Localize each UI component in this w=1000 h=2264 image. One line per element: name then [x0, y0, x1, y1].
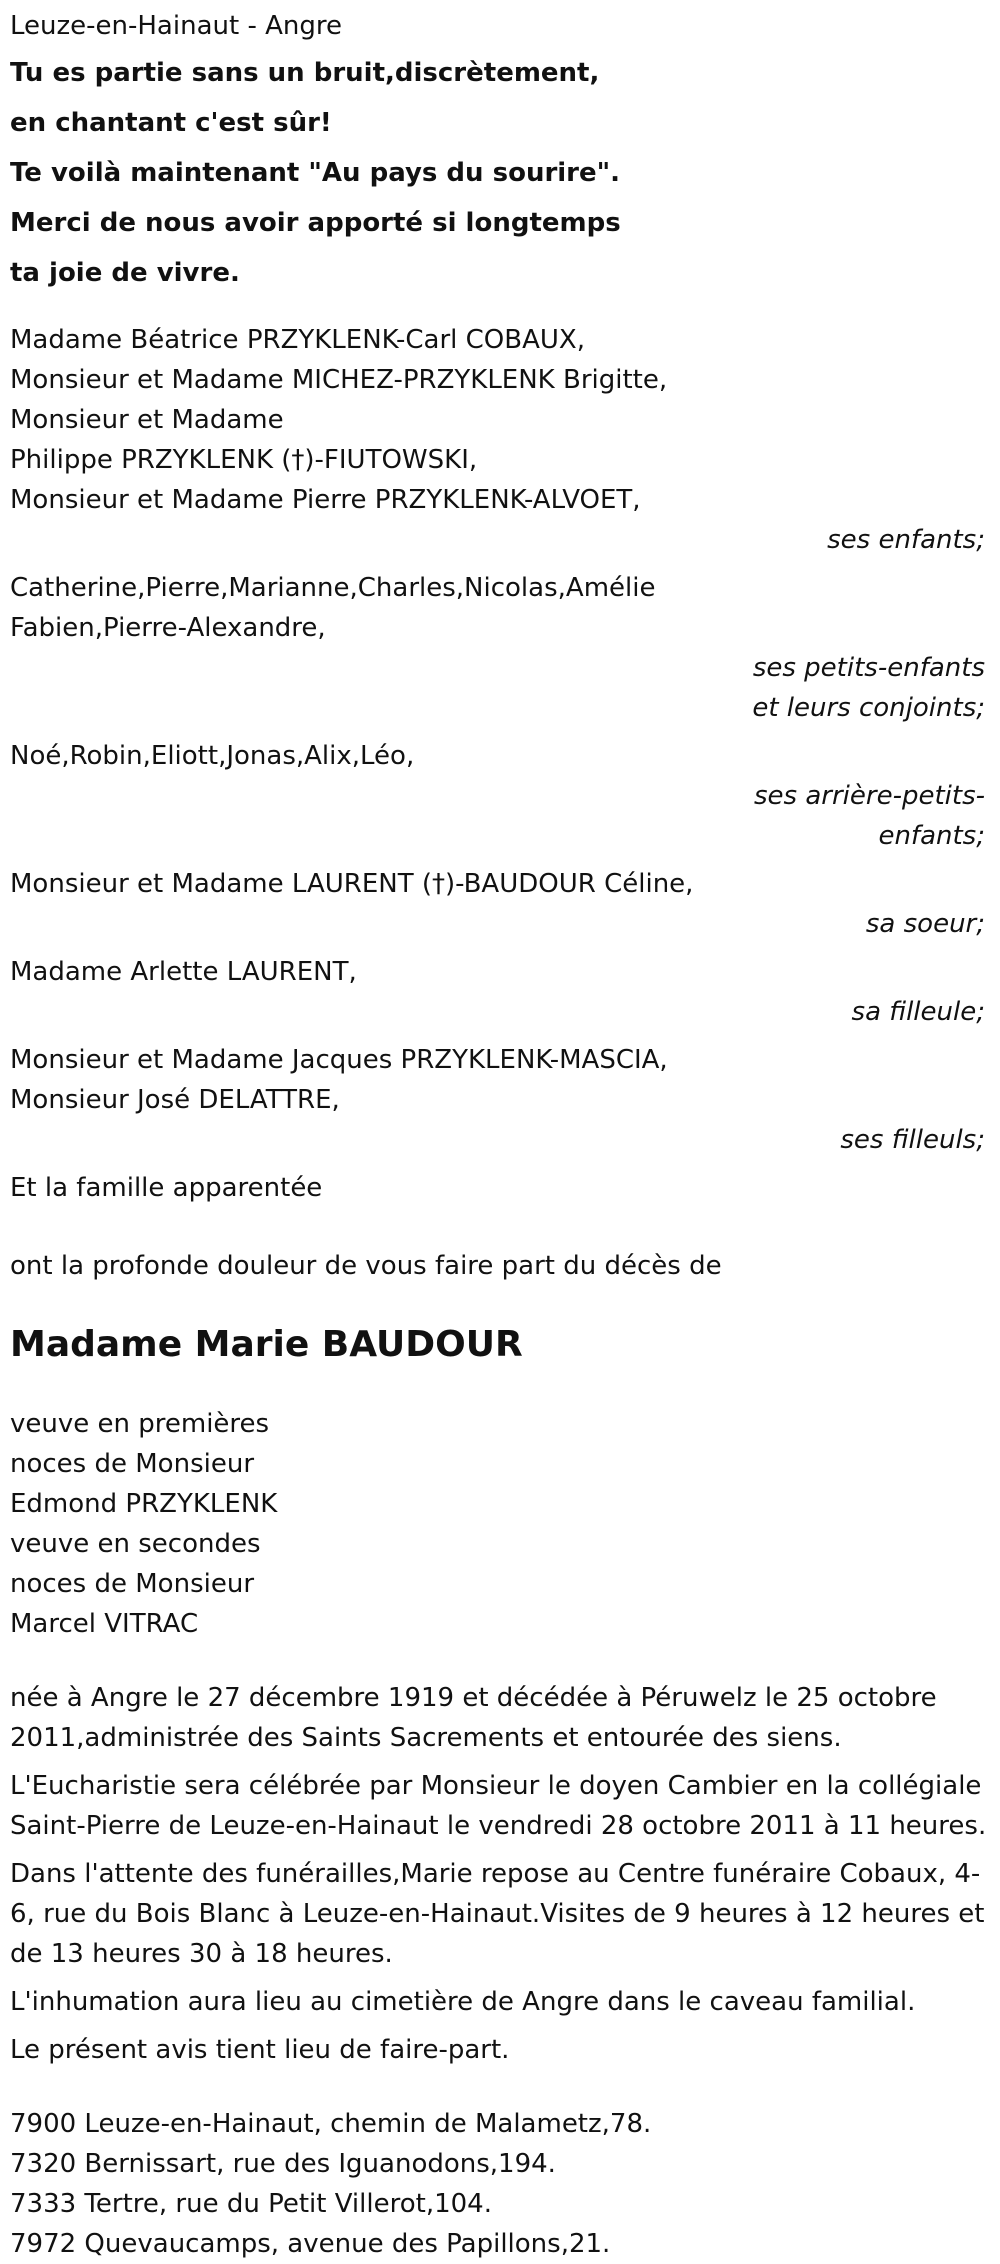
place-heading: Leuze-en-Hainaut - Angre [10, 11, 342, 41]
family-group-children [10, 320, 995, 560]
notice-paragraph: Le présent avis tient lieu de faire-part. [10, 2035, 510, 2065]
relation-label [10, 904, 995, 944]
family-name-line: Monsieur et Madame MICHEZ-PRZYKLENK Brigitte, [10, 365, 668, 395]
poem-line: Tu es partie sans un bruit,discrètement, [10, 58, 600, 88]
relation-line: ses arrière-petits- [754, 781, 985, 811]
widow-line: noces de Monsieur [10, 1569, 255, 1599]
relation-line: sa filleule; [851, 997, 985, 1027]
addresses [10, 2104, 1000, 2264]
family-name-line: Madame Arlette LAURENT, [10, 957, 357, 987]
funeral-home-paragraph: Dans l'attente des funérailles,Marie repose au Centre funéraire Cobaux, 4-6, rue du Bois Blanc à Leuze-en-Hainaut.Visites de 9 heures à 12 heures et de 13 heures 30 à 18 heures. [10, 1859, 985, 1969]
birth-death-paragraph: née à Angre le 27 décembre 1919 et décédée à Péruwelz le 25 octobre 2011,administrée des Saints Sacrements et entourée des siens. [10, 1683, 937, 1753]
widow-line: veuve en secondes [10, 1529, 261, 1559]
relation-line: ses enfants; [827, 525, 985, 555]
relation-label [10, 648, 995, 728]
family-name-line: Monsieur José DELATTRE, [10, 1085, 340, 1115]
family-group-godchildren [10, 1040, 995, 1160]
address-line: 7320 Bernissart, rue des Iguanodons,194. [10, 2149, 556, 2179]
poem-line: Te voilà maintenant "Au pays du sourire". [10, 158, 621, 188]
family-name-line: Philippe PRZYKLENK (†)-FIUTOWSKI, [10, 445, 478, 475]
relation-label [10, 520, 995, 560]
burial-paragraph: L'inhumation aura lieu au cimetière de Angre dans le caveau familial. [10, 1987, 916, 2017]
family-name-line: Monsieur et Madame Pierre PRZYKLENK-ALVOET, [10, 485, 641, 515]
family-group-sister [10, 864, 995, 944]
family-name-line: Catherine,Pierre,Marianne,Charles,Nicolas,Amélie [10, 573, 656, 603]
relation-line: sa soeur; [865, 909, 985, 939]
deceased-name: Madame Marie BAUDOUR [10, 1324, 523, 1365]
family-group-great-grandchildren [10, 736, 995, 856]
poem-line: en chantant c'est sûr! [10, 108, 332, 138]
relation-label [10, 992, 995, 1032]
address-line: 7333 Tertre, rue du Petit Villerot,104. [10, 2189, 492, 2219]
announcement-intro: ont la profonde douleur de vous faire part du décès de [10, 1251, 722, 1281]
relation-line: ses petits-enfants [752, 653, 985, 683]
relation-label [10, 1120, 995, 1160]
family-name-line: Monsieur et Madame Jacques PRZYKLENK-MASCIA, [10, 1045, 668, 1075]
address-line: 7972 Quevaucamps, avenue des Papillons,21. [10, 2229, 611, 2259]
family-name-line: Monsieur et Madame LAURENT (†)-BAUDOUR Céline, [10, 869, 694, 899]
poem [10, 48, 1000, 298]
relation-label [10, 776, 995, 856]
poem-line: ta joie de vivre. [10, 258, 240, 288]
family-name-line: Fabien,Pierre-Alexandre, [10, 613, 326, 643]
extended-family-line: Et la famille apparentée [10, 1173, 323, 1203]
relation-line: et leurs conjoints; [752, 693, 985, 723]
address-line: 7900 Leuze-en-Hainaut, chemin de Malametz,78. [10, 2109, 652, 2139]
family-group-goddaughter [10, 952, 995, 1032]
family-name-line: Monsieur et Madame [10, 405, 284, 435]
eucharist-paragraph: L'Eucharistie sera célébrée par Monsieur le doyen Cambier en la collégiale Saint-Pierre de Leuze-en-Hainaut le vendredi 28 octobre 2011 à 11 heures. [10, 1771, 987, 1841]
widow-line: Edmond PRZYKLENK [10, 1489, 278, 1519]
family-name-line: Madame Béatrice PRZYKLENK-Carl COBAUX, [10, 325, 585, 355]
family-group-grandchildren [10, 568, 995, 728]
widow-line: Marcel VITRAC [10, 1609, 199, 1639]
family-name-line: Noé,Robin,Eliott,Jonas,Alix,Léo, [10, 741, 415, 771]
widow-line: noces de Monsieur [10, 1449, 255, 1479]
relation-line: ses filleuls; [840, 1125, 985, 1155]
widow-line: veuve en premières [10, 1409, 270, 1439]
relation-line: enfants; [878, 821, 985, 851]
widow-details [10, 1404, 1000, 1644]
poem-line: Merci de nous avoir apporté si longtemps [10, 208, 621, 238]
